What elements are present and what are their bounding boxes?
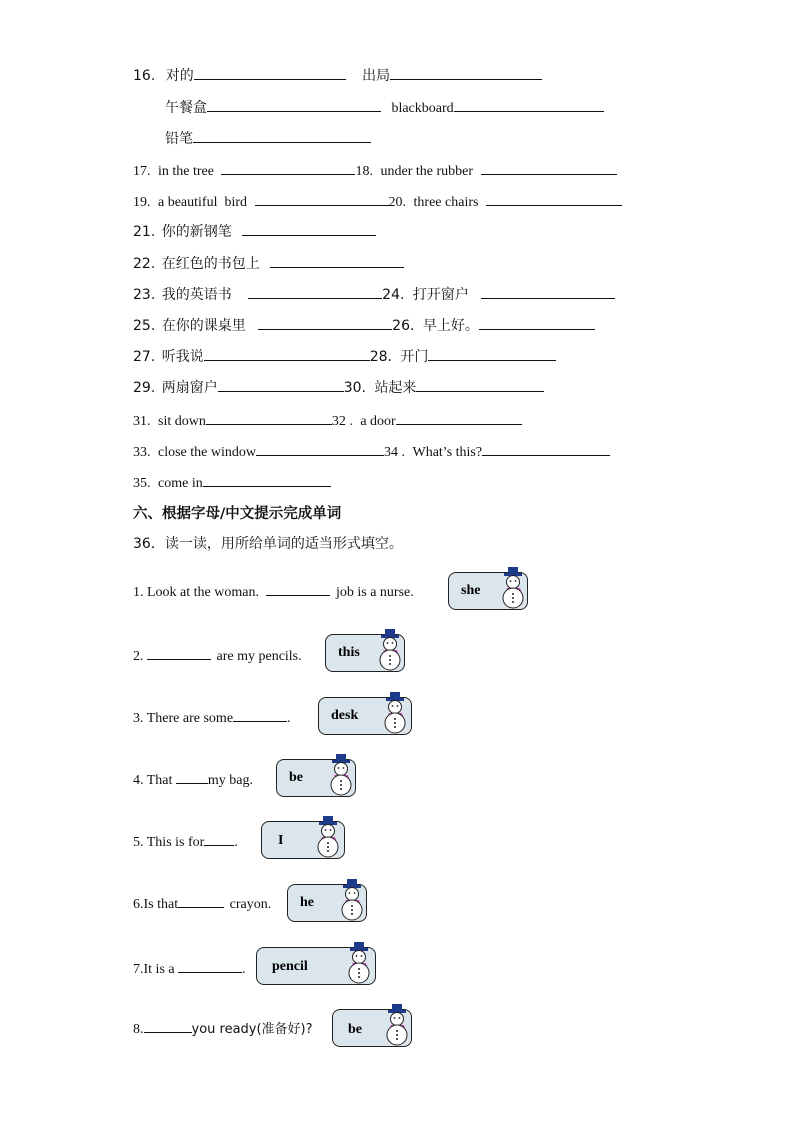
exercise-suffix: job is a nurse. (335, 585, 414, 600)
row-number: 33. (133, 445, 151, 460)
answer-blank[interactable] (416, 377, 544, 392)
snowman-icon (379, 1004, 413, 1048)
q16-blank-5[interactable] (193, 128, 371, 143)
q16-line2 (165, 97, 604, 119)
word-card-be-2 (332, 1009, 412, 1047)
row-text: 打开窗户 (412, 287, 469, 303)
row-35 (133, 472, 331, 494)
answer-blank[interactable] (270, 253, 404, 268)
answer-blank[interactable] (176, 769, 208, 784)
row-text: 听我说 (161, 349, 204, 365)
row-text: 开门 (400, 349, 429, 365)
q16-blank-3[interactable] (207, 97, 381, 112)
word-card-pencil (256, 947, 376, 985)
snowman-icon (495, 567, 529, 611)
row-number: 23. (133, 287, 156, 303)
hint-word: this (338, 645, 360, 660)
snowman-icon (334, 879, 368, 923)
answer-blank[interactable] (482, 441, 610, 456)
exercise-suffix: . (242, 962, 246, 977)
row-number: 17. (133, 164, 151, 179)
q16-blank-4[interactable] (454, 97, 604, 112)
row-number: 21. (133, 224, 156, 240)
q16-line1 (133, 65, 542, 86)
row-number: 31. (133, 414, 151, 429)
answer-blank[interactable] (144, 1018, 192, 1033)
row-number: 29. (133, 380, 156, 396)
row-23-24 (133, 284, 615, 305)
exercise-prefix: 4. That (133, 773, 173, 788)
row-number: 18. (355, 164, 373, 179)
exercise-8 (133, 1018, 313, 1040)
exercise-5 (133, 831, 238, 853)
exercise-suffix: my bag. (207, 773, 254, 788)
exercise-prefix: 6.Is that (133, 897, 179, 912)
word-card-be (276, 759, 356, 797)
answer-blank[interactable] (233, 707, 287, 722)
section-6-title: 六、根据字母/中文提示完成单词 (133, 506, 342, 522)
row-text: 你的新钢笔 (161, 224, 232, 240)
word-card-i (261, 821, 345, 859)
row-text: sit down (158, 414, 206, 429)
exercise-2 (133, 645, 302, 667)
row-33-34 (133, 441, 610, 463)
snowman-icon (341, 942, 375, 986)
snowman-icon (377, 692, 411, 736)
answer-blank[interactable] (248, 284, 382, 299)
row-text: 在红色的书包上 (161, 256, 260, 272)
hint-word: pencil (272, 959, 308, 974)
answer-blank[interactable] (481, 160, 617, 175)
exercise-prefix: 3. There are some (133, 711, 234, 726)
hint-word: be (289, 770, 303, 785)
hint-word: be (348, 1022, 362, 1037)
answer-blank[interactable] (218, 377, 344, 392)
word-card-she (448, 572, 528, 610)
hint-word: she (461, 583, 481, 598)
exercise-suffix: crayon. (229, 897, 272, 912)
answer-blank[interactable] (266, 581, 330, 596)
row-text: 我的英语书 (161, 287, 232, 303)
exercise-prefix: 8. (133, 1022, 144, 1037)
answer-blank[interactable] (479, 315, 595, 330)
row-text: 站起来 (374, 380, 417, 396)
row-19-20 (133, 191, 622, 213)
row-number: 35. (133, 476, 151, 491)
row-21 (133, 221, 376, 242)
answer-blank[interactable] (486, 191, 622, 206)
row-text: 早上好。 (422, 318, 479, 334)
exercise-prefix: 7.It is a (133, 962, 175, 977)
row-25-26 (133, 315, 595, 336)
row-number: 22. (133, 256, 156, 272)
row-text: under the rubber (380, 164, 474, 179)
exercise-suffix: . (234, 835, 238, 850)
answer-blank[interactable] (256, 441, 384, 456)
q36-instruction: 36．读一读，用所给单词的适当形式填空。 (133, 536, 403, 552)
row-text: come in (158, 476, 203, 491)
row-text: a beautiful bird (158, 195, 248, 210)
row-number: 25. (133, 318, 156, 334)
row-number: 30. (343, 380, 366, 396)
row-number: 20. (388, 195, 407, 210)
answer-blank[interactable] (481, 284, 615, 299)
exercise-suffix: you ready(准备好)? (191, 1022, 313, 1037)
q16-item-3: 午餐盒 (165, 100, 207, 116)
word-card-desk (318, 697, 412, 735)
exercise-prefix: 1. Look at the woman. (133, 585, 259, 600)
q16-number: 16. (133, 68, 156, 84)
answer-blank[interactable] (147, 645, 211, 660)
q16-item-5: 铅笔 (165, 131, 193, 147)
row-text: 在你的课桌里 (161, 318, 246, 334)
exercise-prefix: 2. (133, 649, 144, 664)
exercise-1 (133, 581, 414, 603)
snowman-icon (310, 816, 344, 860)
q16-item-4: blackboard (391, 101, 454, 116)
row-number: 28. (369, 349, 392, 365)
exercise-suffix: are my pencils. (216, 649, 302, 664)
answer-blank[interactable] (206, 410, 332, 425)
q16-item-2: 出局 (362, 68, 391, 84)
snowman-icon (372, 629, 406, 673)
q16-blank-2[interactable] (390, 65, 542, 80)
row-number: 26. (392, 318, 415, 334)
row-number: 34 . (383, 445, 405, 460)
row-number: 19. (133, 195, 151, 210)
exercise-7 (133, 958, 246, 980)
hint-word: I (278, 833, 284, 848)
row-27-28 (133, 346, 556, 367)
hint-word: he (300, 895, 314, 910)
exercise-prefix: 5. This is for (133, 835, 205, 850)
answer-blank[interactable] (258, 315, 392, 330)
row-number: 24. (382, 287, 405, 303)
answer-blank[interactable] (242, 221, 376, 236)
word-card-this (325, 634, 405, 672)
answer-blank[interactable] (221, 160, 355, 175)
row-text: in the tree (158, 164, 214, 179)
row-text: close the window (158, 445, 256, 460)
word-card-he (287, 884, 367, 922)
answer-blank[interactable] (396, 410, 522, 425)
row-17-18 (133, 160, 617, 182)
snowman-icon (323, 754, 357, 798)
exercise-6 (133, 893, 271, 915)
exercise-3 (133, 707, 291, 729)
row-text: a door (360, 414, 396, 429)
exercise-suffix: . (287, 711, 291, 726)
answer-blank[interactable] (178, 958, 242, 973)
hint-word: desk (331, 708, 359, 723)
answer-blank[interactable] (428, 346, 556, 361)
answer-blank[interactable] (203, 472, 331, 487)
answer-blank[interactable] (178, 893, 224, 908)
answer-blank[interactable] (204, 831, 234, 846)
row-text: three chairs (413, 195, 479, 210)
answer-blank[interactable] (255, 191, 389, 206)
row-text: What’s this? (412, 445, 483, 460)
exercise-4 (133, 769, 253, 791)
row-29-30 (133, 377, 544, 398)
row-number: 27. (133, 349, 156, 365)
answer-blank[interactable] (204, 346, 370, 361)
q16-blank-1[interactable] (194, 65, 346, 80)
q16-line3 (165, 128, 371, 149)
row-text: 两扇窗户 (161, 380, 218, 396)
row-number: 32 . (331, 414, 353, 429)
q16-item-1: 对的 (165, 68, 194, 84)
row-31-32 (133, 410, 522, 432)
row-22 (133, 253, 404, 274)
